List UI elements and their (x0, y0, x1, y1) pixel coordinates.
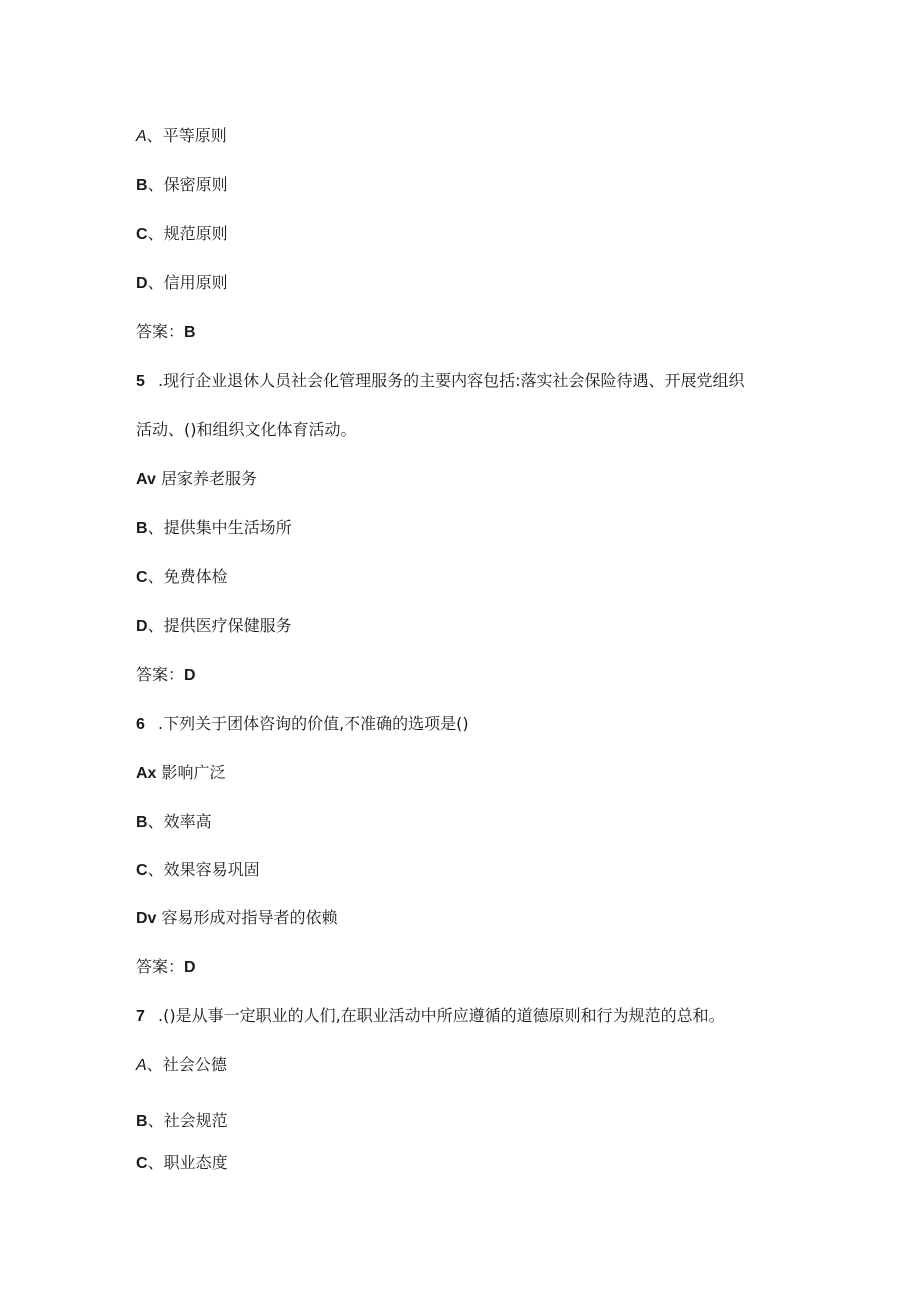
option-label: B (136, 814, 148, 831)
option-a: A、社会公德 (136, 1055, 227, 1074)
question-5 (136, 371, 744, 392)
question-5-continued (136, 420, 357, 440)
question-text: .下列关于团体咨询的价值,不准确的选项是() (158, 714, 469, 733)
option-text: 效果容易巩固 (163, 860, 260, 879)
option-a: A、平等原则 (136, 126, 227, 145)
option-text: 免费体检 (163, 567, 228, 586)
option-text: 效率高 (163, 812, 212, 831)
option-b: B、效率高 (136, 812, 212, 831)
option-text: 平等原则 (162, 126, 227, 145)
option-a (136, 763, 226, 784)
option-text: 居家养老服务 (160, 469, 257, 488)
option-b: B、提供集中生活场所 (136, 518, 292, 537)
option-text: 规范原则 (163, 224, 228, 243)
option-label: D (136, 275, 148, 292)
answer-value: B (184, 324, 196, 341)
option-label: C (136, 569, 148, 586)
question-number: 6 (136, 716, 145, 733)
option-text: 提供集中生活场所 (163, 518, 292, 537)
question-7 (136, 1006, 725, 1027)
option-d: D、信用原则 (136, 273, 228, 292)
option-text: 影响广泛 (161, 763, 226, 782)
question-number: 7 (136, 1008, 145, 1025)
option-text: 社会公德 (162, 1055, 227, 1074)
option-d (136, 908, 338, 929)
option-label: B (136, 177, 148, 194)
option-label: D (136, 618, 148, 635)
option-label: C (136, 226, 148, 243)
option-label: A (136, 1057, 147, 1074)
option-text: 提供医疗保健服务 (163, 616, 292, 635)
option-a (136, 469, 257, 490)
option-c: C、职业态度 (136, 1153, 228, 1172)
option-label: B (136, 520, 148, 537)
option-text: 信用原则 (163, 273, 228, 292)
option-text: 容易形成对指导者的依赖 (161, 908, 338, 927)
option-text: 职业态度 (163, 1153, 228, 1172)
option-c: C、规范原则 (136, 224, 228, 243)
option-b: B、保密原则 (136, 175, 228, 194)
answer: 答案：B (136, 322, 196, 341)
question-number: 5 (136, 373, 145, 390)
option-label: C (136, 862, 148, 879)
option-text: 社会规范 (163, 1111, 228, 1130)
option-text: 保密原则 (163, 175, 228, 194)
question-text: .现行企业退休人员社会化管理服务的主要内容包括:落实社会保险待遇、开展党组织 (158, 371, 745, 390)
option-b: B、社会规范 (136, 1111, 228, 1130)
option-label: Ax (136, 765, 157, 782)
option-label: Dv (136, 910, 157, 927)
answer-value: D (184, 959, 196, 976)
option-label: A (136, 128, 147, 145)
option-label: B (136, 1113, 148, 1130)
option-c: C、效果容易巩固 (136, 860, 260, 879)
question-6 (136, 714, 469, 735)
option-label: C (136, 1155, 148, 1172)
answer: 答案：D (136, 665, 196, 684)
option-c: C、免费体检 (136, 567, 228, 586)
answer-value: D (184, 667, 196, 684)
option-label: Av (136, 471, 156, 488)
option-d: D、提供医疗保健服务 (136, 616, 292, 635)
question-text: 活动、()和组织文化体育活动。 (136, 420, 357, 439)
answer: 答案：D (136, 957, 196, 976)
question-text: .()是从事一定职业的人们,在职业活动中所应遵循的道德原则和行为规范的总和。 (158, 1006, 725, 1025)
